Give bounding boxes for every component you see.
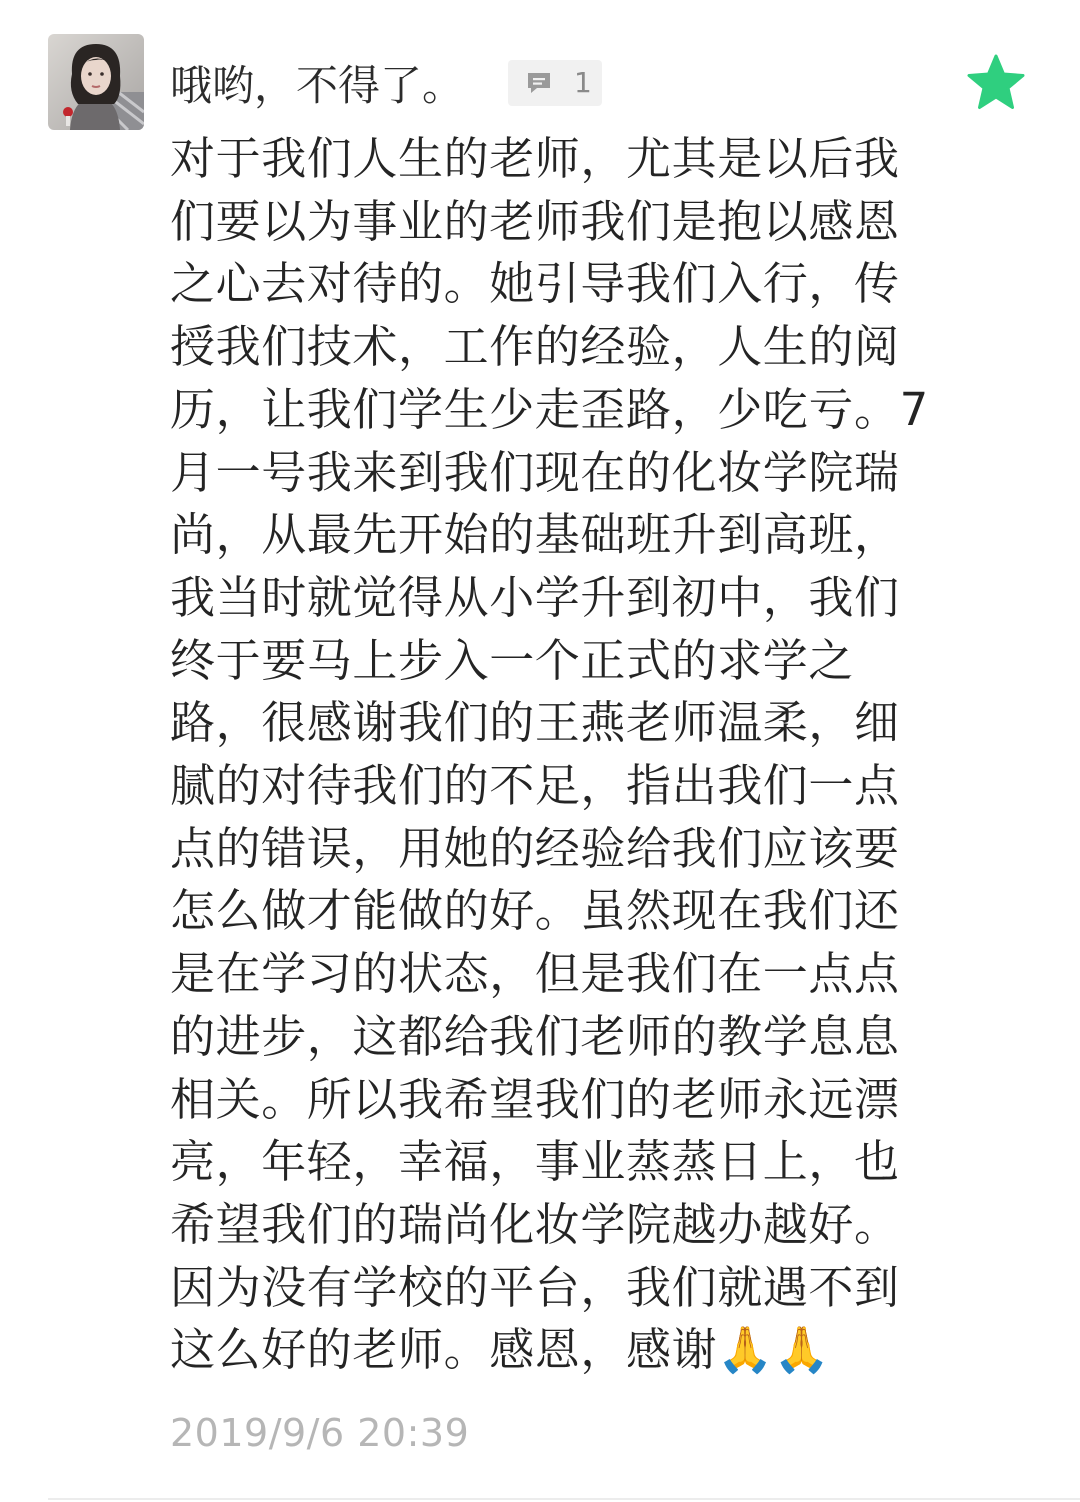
- avatar-photo-icon: [48, 34, 144, 130]
- divider: [48, 1498, 1080, 1500]
- reply-count-button[interactable]: [508, 60, 602, 106]
- username[interactable]: 哦哟，不得了。: [170, 61, 465, 110]
- avatar[interactable]: [48, 34, 144, 130]
- comment-bubble-icon: [526, 71, 552, 95]
- reply-count: 1: [574, 66, 592, 99]
- comment-timestamp: 2019/9/6 20:39: [170, 1411, 470, 1455]
- comment-text: 对于我们人生的老师，尤其是以后我 们要以为事业的老师我们是抱以感恩 之心去对待的。她引导我们入行，传 授我们技术，工作的经验，人生的阅 历，让我们学生少走歪路，少吃亏。7 月一号我来到我们现在的化妆学院瑞 尚，从最先开始的基础班升到高班， 我当时就觉得从小学升到初中，我们 终于要马上步入一个正式的求学之 路，很感谢我们的王燕老师温柔，细 腻的对待我们的不足，指出我们一点 点的错误，用她的经验给我们应该要 怎么做才能做的好。虽然现在我们还 是在学习的状态，但是我们在一点点 的进步，这都给我们老师的教学息息 相关。所以我希望我们的老师永远漂 亮，年轻，幸福，事业蒸蒸日上，也 希望我们的瑞尚化妆学院越办越好。 因为没有学校的平台，我们就遇不到 这么好的老师。感恩，感谢🙏🙏: [170, 132, 929, 1377]
- star-icon[interactable]: [966, 53, 1026, 113]
